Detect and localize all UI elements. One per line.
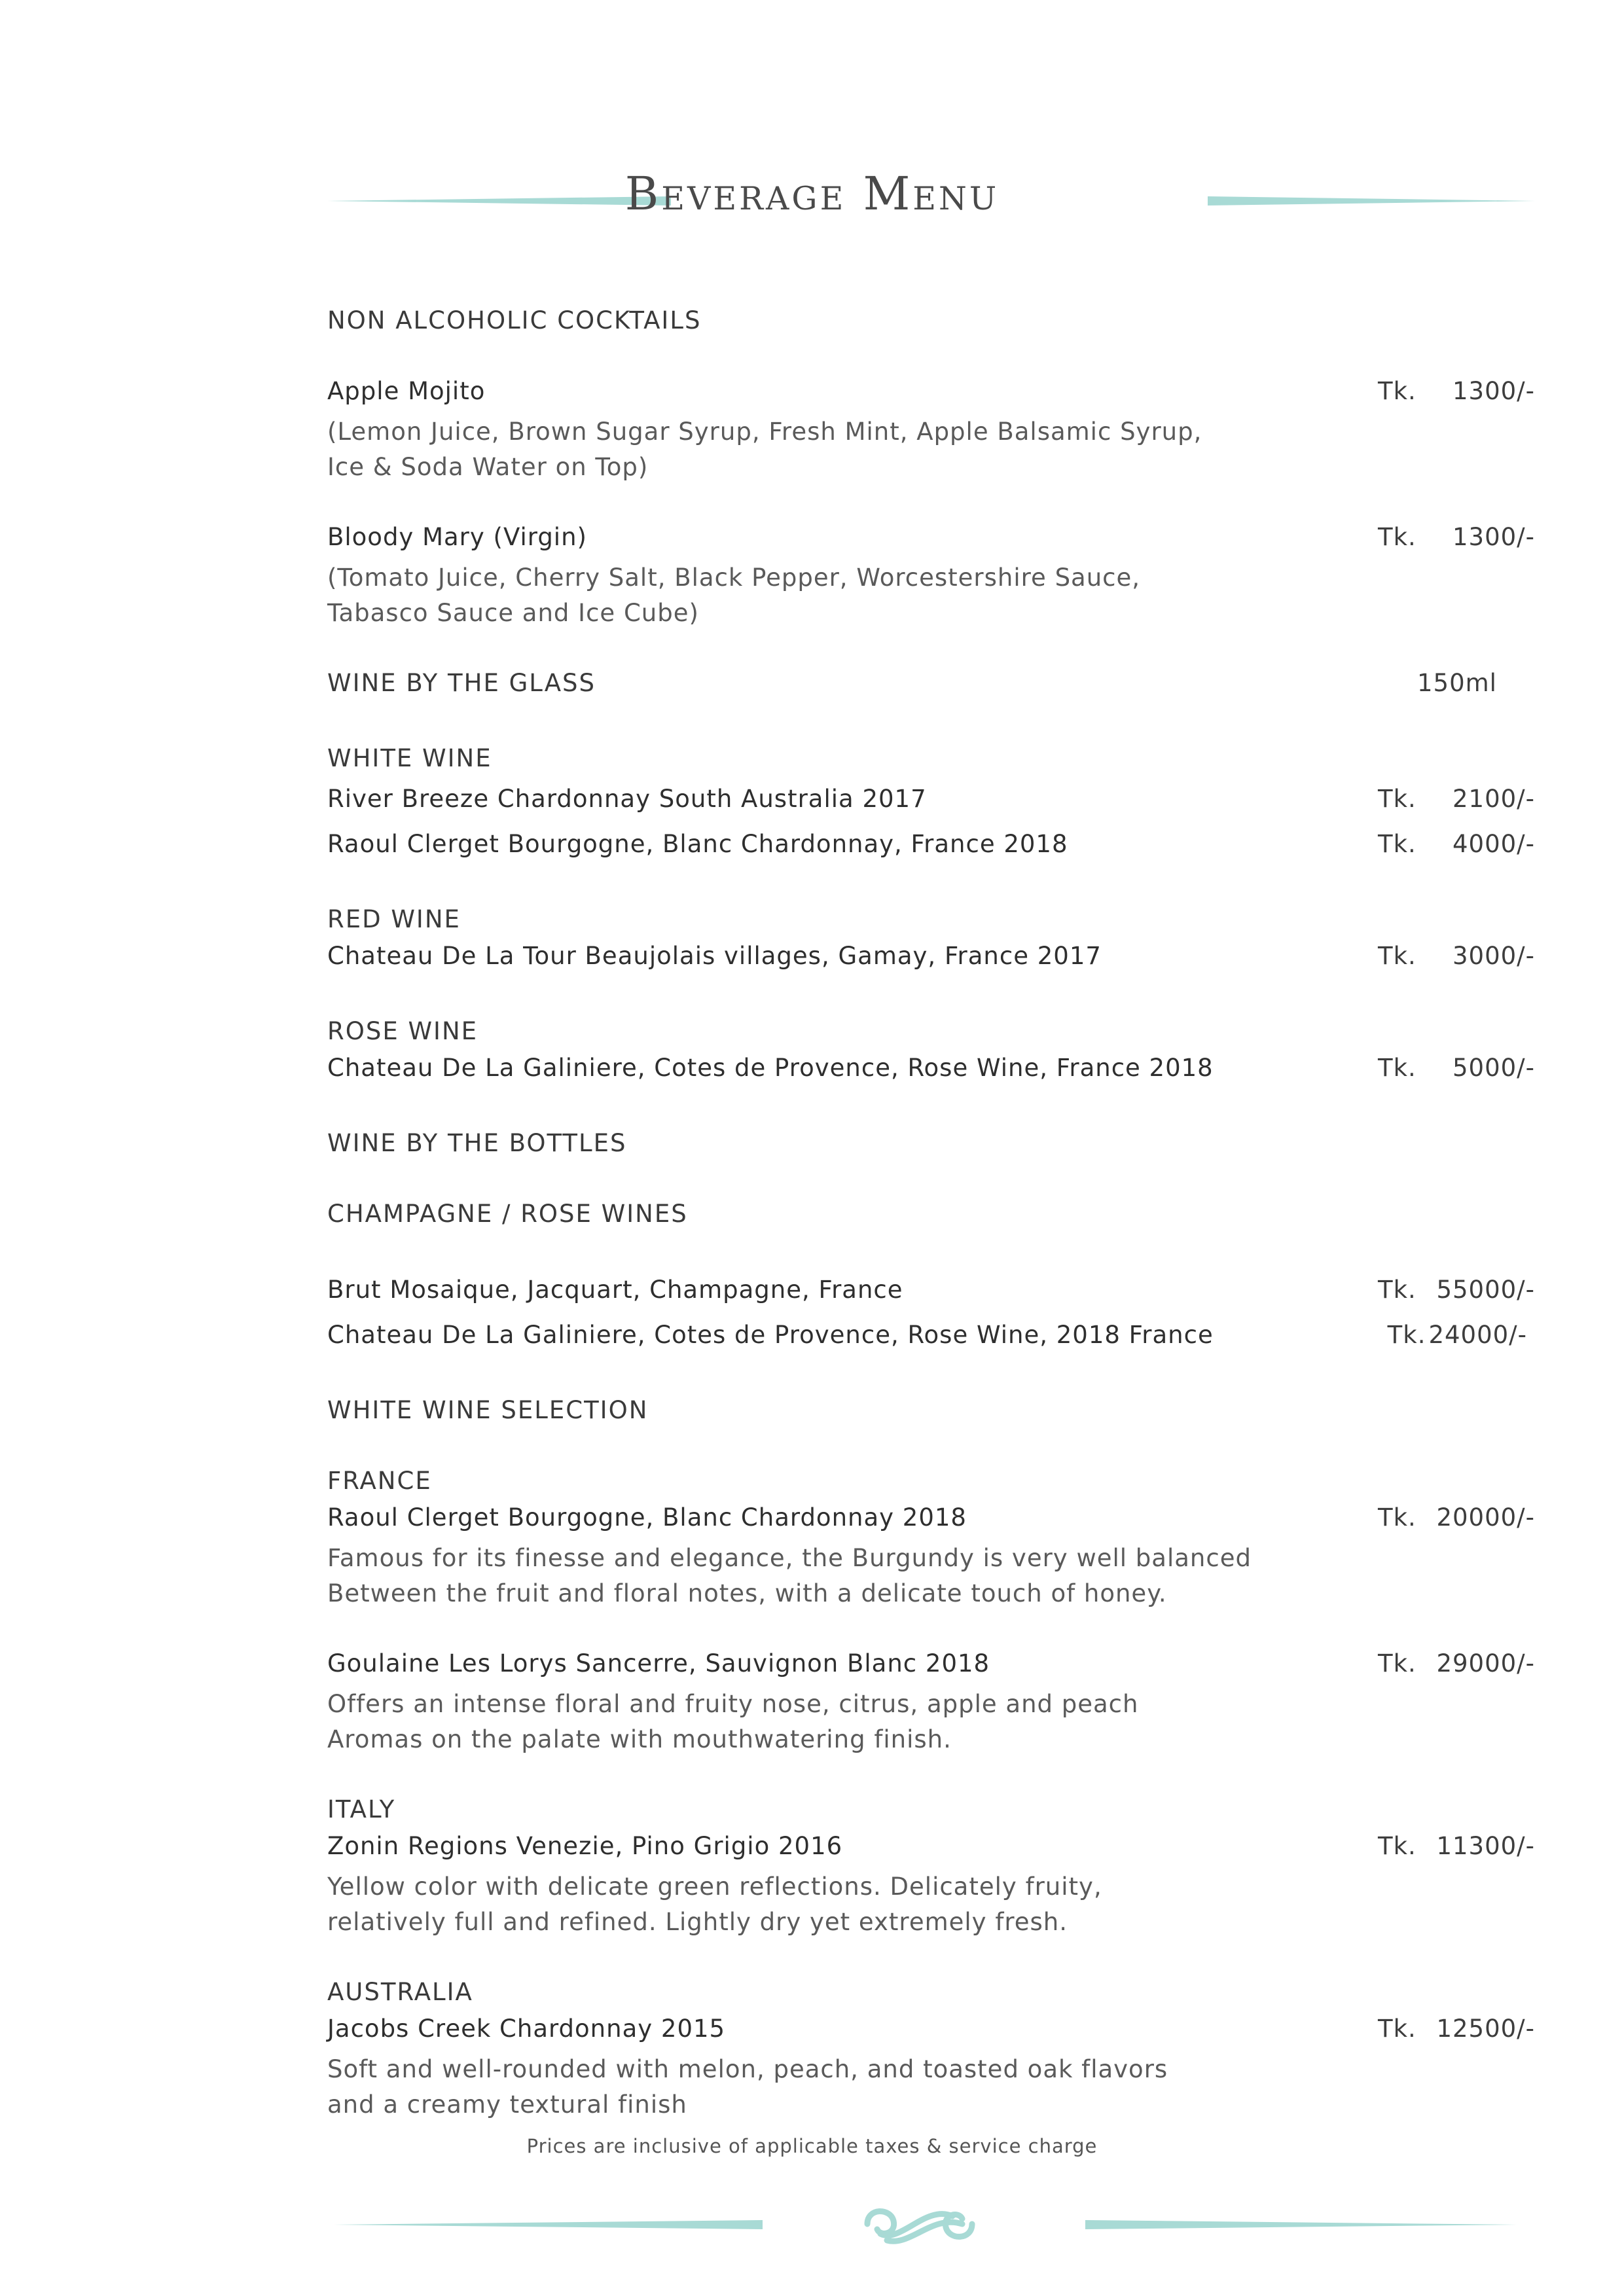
flourish-ornament-icon: [854, 2198, 985, 2250]
item-name: Bloody Mary (Virgin): [327, 523, 587, 551]
item-name: Chateau De La Galiniere, Cotes de Provence, Rose Wine, 2018 France: [327, 1321, 1214, 1349]
menu-item: [327, 373, 1535, 485]
menu-content: [327, 302, 1535, 2123]
item-name: Jacobs Creek Chardonnay 2015: [327, 2015, 726, 2043]
wine-by-glass-header: [327, 665, 1535, 706]
item-description: Yellow color with delicate green reflections. Delicately fruity,: [327, 1873, 1102, 1901]
item-price: Tk. 20000/-: [1378, 1503, 1535, 1532]
item-description: relatively full and refined. Lightly dry yet extremely fresh.: [327, 1908, 1068, 1936]
price-note: Prices are inclusive of applicable taxes & service charge: [526, 2135, 1098, 2157]
menu-item: [327, 1499, 1535, 1611]
item-name: Raoul Clerget Bourgogne, Blanc Chardonnay 2018: [327, 1503, 967, 1532]
item-price: Tk. 5000/-: [1378, 1054, 1535, 1082]
item-price: Tk. 12500/-: [1378, 2015, 1535, 2043]
item-description: (Tomato Juice, Cherry Salt, Black Pepper, Worcestershire Sauce,: [327, 564, 1141, 592]
menu-item: [327, 938, 1535, 979]
menu-item: [327, 1645, 1535, 1757]
footer-right-rule: [1085, 2219, 1517, 2231]
item-price: Tk. 24000/-: [1387, 1321, 1527, 1349]
section-australia-label: AUSTRALIA: [327, 1978, 473, 2006]
menu-item: [327, 2011, 1535, 2123]
menu-item: [327, 1828, 1535, 1940]
section-wine-glass-label: WINE BY THE GLASS: [327, 669, 596, 697]
section-white-selection-label: WHITE WINE SELECTION: [327, 1396, 649, 1424]
section-non-alcoholic-label: NON ALCOHOLIC COCKTAILS: [327, 306, 702, 334]
item-name: Raoul Clerget Bourgogne, Blanc Chardonnay, France 2018: [327, 830, 1068, 858]
item-price: Tk. 55000/-: [1378, 1276, 1535, 1304]
item-description: (Lemon Juice, Brown Sugar Syrup, Fresh Mint, Apple Balsamic Syrup,: [327, 418, 1202, 446]
item-name: Brut Mosaique, Jacquart, Champagne, France: [327, 1276, 903, 1304]
item-name: Goulaine Les Lorys Sancerre, Sauvignon Blanc 2018: [327, 1649, 990, 1677]
item-price: Tk. 2100/-: [1378, 785, 1535, 813]
item-name: Zonin Regions Venezie, Pino Grigio 2016: [327, 1832, 843, 1860]
section-italy-label: ITALY: [327, 1795, 396, 1823]
section-france-label: FRANCE: [327, 1467, 432, 1495]
item-description: Tabasco Sauce and Ice Cube): [327, 599, 699, 627]
item-price: Tk. 11300/-: [1378, 1832, 1535, 1860]
volume-label: 150ml: [1417, 669, 1497, 697]
section-champagne-label: CHAMPAGNE / ROSE WINES: [327, 1200, 688, 1228]
section-rose-wine-label: ROSE WINE: [327, 1017, 478, 1045]
footer-left-rule: [334, 2219, 763, 2231]
item-description: Between the fruit and floral notes, with a delicate touch of honey.: [327, 1579, 1167, 1607]
menu-item: [327, 1050, 1535, 1091]
item-name: Chateau De La Galiniere, Cotes de Provence, Rose Wine, France 2018: [327, 1054, 1214, 1082]
item-description: Ice & Soda Water on Top): [327, 453, 649, 481]
section-white-wine-label: WHITE WINE: [327, 744, 492, 772]
section-wine-bottles-label: WINE BY THE BOTTLES: [327, 1129, 627, 1157]
menu-item: [327, 1317, 1535, 1358]
item-name: Chateau De La Tour Beaujolais villages, Gamay, France 2017: [327, 942, 1102, 970]
item-description: Aromas on the palate with mouthwatering finish.: [327, 1725, 952, 1753]
item-name: Apple Mojito: [327, 377, 486, 405]
title-right-rule: [1208, 195, 1535, 207]
menu-item: [327, 826, 1535, 867]
menu-item: [327, 1272, 1535, 1313]
item-price: Tk. 4000/-: [1378, 830, 1535, 858]
menu-item: [327, 781, 1535, 822]
menu-item: [327, 519, 1535, 631]
item-price: Tk. 1300/-: [1378, 523, 1535, 551]
item-description: Famous for its finesse and elegance, the Burgundy is very well balanced: [327, 1544, 1252, 1572]
item-price: Tk. 29000/-: [1378, 1649, 1535, 1677]
item-description: Soft and well-rounded with melon, peach, and toasted oak flavors: [327, 2055, 1168, 2083]
item-price: Tk. 1300/-: [1378, 377, 1535, 405]
item-price: Tk. 3000/-: [1378, 942, 1535, 970]
item-name: River Breeze Chardonnay South Australia 2017: [327, 785, 927, 813]
item-description: Offers an intense floral and fruity nose, citrus, apple and peach: [327, 1690, 1139, 1718]
item-description: and a creamy textural finish: [327, 2090, 687, 2119]
section-red-wine-label: RED WINE: [327, 905, 461, 933]
page-title: Beverage Menu: [624, 167, 1000, 221]
